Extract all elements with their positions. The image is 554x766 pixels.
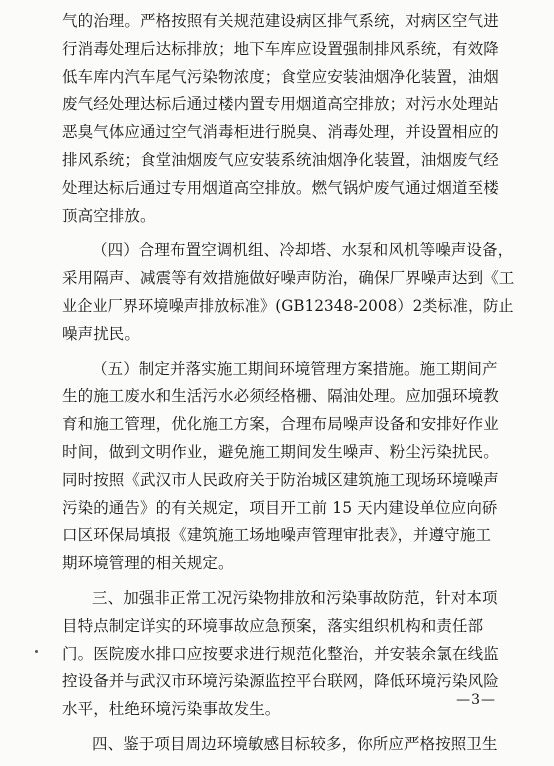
text-line: 废气经处理达标后通过楼内置专用烟道高空排放；对污水处理站 <box>62 95 499 114</box>
paragraph-construction-management <box>62 356 514 578</box>
page-number: —3— <box>456 692 496 708</box>
paragraph-gas-treatment <box>62 8 514 230</box>
text-line: 业企业厂界环境噪声排放标准》(GB12348-2008）2类标准，防止 <box>62 296 514 315</box>
text-line: 污染的通告》的有关规定，项目开工前 15 天内建设单位应向硚 <box>62 498 498 517</box>
text-line: 三、加强非正常工况污染物排放和污染事故防范，针对本项 <box>92 588 498 607</box>
text-line: 目特点制定详实的环境事故应急预案，落实组织机构和责任部 <box>62 616 484 635</box>
paragraph-accident-prevention <box>62 585 514 724</box>
text-line: 育和施工管理，优化施工方案，合理布局噪声设备和安排好作业 <box>62 415 499 434</box>
paragraph-noise-control <box>62 237 514 348</box>
text-line: 行消毒处理后达标排放；地下车库应设置强制排风系统，有效降 <box>62 39 499 58</box>
text-line: 生的施工废水和生活污水必须经格栅、隔油处理。应加强环境教 <box>62 387 499 406</box>
document-body <box>62 8 514 766</box>
text-line: （四）合理布置空调机组、冷却塔、水泵和风机等噪声设备， <box>92 241 514 260</box>
text-line: 口区环保局填报《建筑施工场地噪声管理审批表》，并遵守施工 <box>62 526 492 545</box>
text-line: 气的治理。严格按照有关规范建设病区排气系统，对病区空气进 <box>62 12 499 30</box>
text-line: 期环境管理的相关规定。 <box>62 554 234 573</box>
text-line: 顶高空排放。 <box>62 206 156 225</box>
text-line: 采用隔声、减震等有效措施做好噪声防治，确保厂界噪声达到《工 <box>62 269 515 288</box>
text-line: （五）制定并落实施工期间环境管理方案措施。施工期间产 <box>92 359 498 378</box>
text-line: 时间，做到文明作业，避免施工期间发生噪声、粉尘污染扰民。 <box>62 442 499 461</box>
text-line: 处理达标后通过专用烟道高空排放。燃气锅炉废气通过烟道至楼 <box>62 178 499 197</box>
text-line: 排风系统；食堂油烟废气应安装系统油烟净化装置，油烟废气经 <box>62 150 499 169</box>
text-line: 四、鉴于项目周边环境敏感目标较多，你所应严格按照卫生 <box>92 734 498 753</box>
text-line: 水平，杜绝环境污染事故发生。 <box>62 700 281 719</box>
text-line: 门。医院废水排口应按要求进行规范化整治，并安装余氯在线监 <box>62 644 499 663</box>
text-line: 噪声扰民。 <box>62 324 141 343</box>
paragraph-sensitive-targets <box>62 731 514 759</box>
text-line: 低车库内汽车尾气污染物浓度；食堂应安装油烟净化装置，油烟 <box>62 67 499 86</box>
scan-speck <box>35 650 38 653</box>
text-line: 同时按照《武汉市人民政府关于防治城区建筑施工现场环境噪声 <box>62 470 499 489</box>
text-line: 恶臭气体应通过空气消毒柜进行脱臭、消毒处理，并设置相应的 <box>62 123 499 142</box>
text-line: 控设备并与武汉市环境污染源监控平台联网，降低环境污染风险 <box>62 672 499 691</box>
